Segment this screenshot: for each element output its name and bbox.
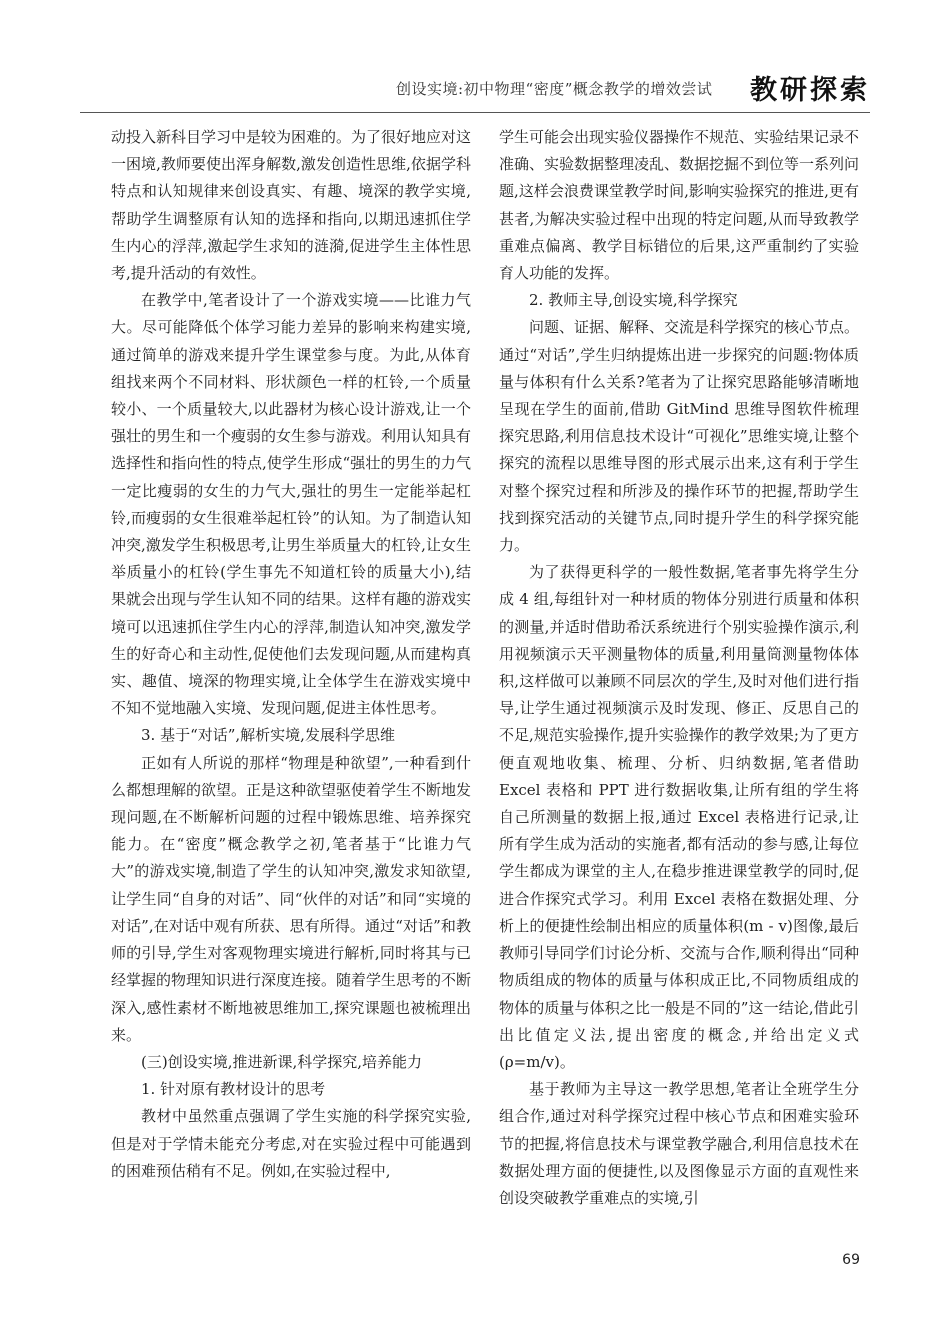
running-title: 创设实境:初中物理“密度”概念教学的增效尝试 <box>396 80 713 98</box>
page-number: 69 <box>842 1252 860 1268</box>
paragraph: 在教学中,笔者设计了一个游戏实境——比谁力气大。尽可能降低个体学习能力差异的影响来构建实境,通过简单的游戏来提升学生课堂参与度。为此,从体育组找来两个不同材料、形状颜色一样的杠铃,一个质量较小、一个质量较大,以此器材为核心设计游戏,让一个强壮的男生和一个瘦弱的女生参与游戏。利用认知具有选择性和指向性的特点,使学生形成“强壮的男生的力气一定比瘦弱的女生的力气大,强壮的男生一定能举起杠铃,而瘦弱的女生很难举起杠铃”的认知。为了制造认知冲突,激发学生积极思考,让男生举质量大的杠铃,让女生举质量小的杠铃(学生事先不知道杠铃的质量大小),结果就会出现与学生认知不同的结果。这样有趣的游戏实境可以迅速抓住学生内心的浮萍,制造认知冲突,激发学生的好奇心和主动性,促使他们去发现问题,从而建构真实、趣值、境深的物理实境,让全体学生在游戏实境中不知不觉地融入实境、发现问题,促进主体性思考。 <box>111 291 471 718</box>
paragraph: 教材中虽然重点强调了学生实施的科学探究实验,但是对于学情未能充分考虑,对在实验过程中可能遇到的困难预估稍有不足。例如,在实验过程中, <box>111 1107 471 1180</box>
right-column <box>499 124 859 1244</box>
paragraph: 问题、证据、解释、交流是科学探究的核心节点。通过“对话”,学生归纳提炼出进一步探究的问题:物体质量与体积有什么关系?笔者为了让探究思路能够清晰地呈现在学生的面前,借助 GitMind 思维导图软件梳理探究思路,利用信息技术设计“可视化”思维实境,让整个探究的流程以思维导图的形式展示出来,这有利于学生对整个探究过程和所涉及的操作环节的把握,帮助学生找到探究活动的关键节点,同时提升学生的科学探究能力。 <box>499 318 859 555</box>
paragraph: 基于教师为主导这一教学思想,笔者让全班学生分组合作,通过对科学探究过程中核心节点和困难实验环节的把握,将信息技术与课堂教学融合,利用信息技术在数据处理方面的便捷性,以及图像显示方面的直观性来创设突破教学重难点的实境,引 <box>499 1080 859 1207</box>
section-heading: 3. 基于“对话”,解析实境,发展科学思维 <box>141 726 395 745</box>
paragraph: 为了获得更科学的一般性数据,笔者事先将学生分成 4 组,每组针对一种材质的物体分别进行质量和体积的测量,并适时借助希沃系统进行个别实验操作演示,利用视频演示天平测量物体的质量,利用量筒测量物体体积,这样做可以兼顾不同层次的学生,及时对他们进行指导,让学生通过视频演示及时发现、修正、反思自己的不足,规范实验操作,提升实验操作的教学效果;为了更方便直观地收集、梳理、分析、归纳数据,笔者借助 Excel 表格和 PPT 进行数据收集,让所有组的学生将自己所测量的数据上报,通过 Excel 表格进行记录,让所有学生成为活动的实施者,都有活动的参与感,让每位学生都成为课堂的主人,在稳步推进课堂教学的同时,促进合作探究式学习。利用 Excel 表格在数据处理、分析上的便捷性绘制出相应的质量体积(m - v)图像,最后教师引导同学们讨论分析、交流与合作,顺利得出“同种物质组成的物体的质量与体积成正比,不同物质组成的物体的质量与体积之比一般是不同的”这一结论,借此引出比值定义法,提出密度的概念,并给出定义式(ρ=m/v)。 <box>499 563 859 1071</box>
header-rule <box>80 112 870 113</box>
page-header <box>80 62 870 110</box>
paragraph: 动投入新科目学习中是较为困难的。为了很好地应对这一困境,教师要使出浑身解数,激发创造性思维,依据学科特点和认知规律来创设真实、有趣、境深的教学实境,帮助学生调整原有认知的选择和指向,以期迅速抓住学生内心的浮萍,激起学生求知的涟漪,促进学生主体性思考,提升活动的有效性。 <box>111 128 471 283</box>
paragraph: 学生可能会出现实验仪器操作不规范、实验结果记录不准确、实验数据整理凌乱、数据挖掘不到位等一系列问题,这样会浪费课堂教学时间,影响实验探究的推进,更有甚者,为解决实验过程中出现的特定问题,从而导致教学重难点偏离、教学目标错位的后果,这严重制约了实验育人功能的发挥。 <box>499 128 859 283</box>
section-heading: 1. 针对原有教材设计的思考 <box>141 1080 326 1099</box>
section-heading: 2. 教师主导,创设实境,科学探究 <box>529 291 738 310</box>
paragraph: 正如有人所说的那样“物理是种欲望”,一种看到什么都想理解的欲望。正是这种欲望驱使着学生不断地发现问题,在不断解析问题的过程中锻炼思维、培养探究能力。在“密度”概念教学之初,笔者基于“比谁力气大”的游戏实境,制造了学生的认知冲突,激发求知欲望,让学生同“自身的对话”、同“伙伴的对话”和同“实境的对话”,在对话中观有所获、思有所得。通过“对话”和教师的引导,学生对客观物理实境进行解析,同时将其与已经掌握的物理知识进行深度连接。随着学生思考的不断深入,感性素材不断地被思维加工,探究课题也被梳理出来。 <box>111 753 471 1044</box>
left-column <box>111 124 471 1244</box>
section-heading: (三)创设实境,推进新课,科学探究,培养能力 <box>141 1052 423 1071</box>
column-label: 教研探索 <box>750 75 870 106</box>
